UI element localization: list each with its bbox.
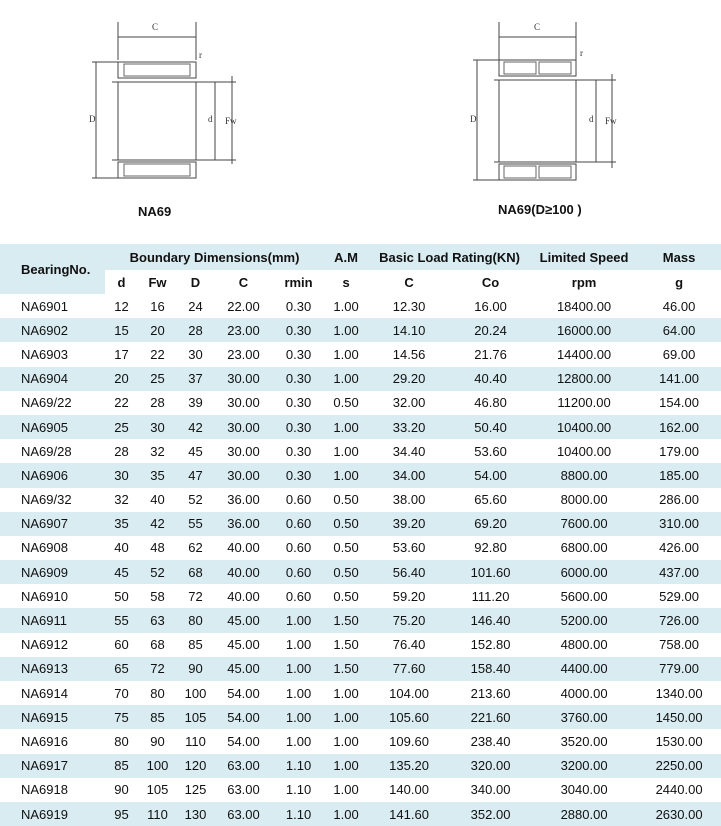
cell-c: 63.00	[214, 778, 273, 802]
cell-rmin: 1.00	[273, 608, 324, 632]
cell-bearing-no: NA6906	[0, 463, 105, 487]
cell-load-co: 20.24	[450, 318, 531, 342]
cell-load-c: 39.20	[368, 512, 450, 536]
header-basic-load-rating: Basic Load Rating(KN)	[368, 244, 531, 270]
cell-d: 28	[105, 439, 138, 463]
label-d: d	[208, 114, 213, 124]
cell-s: 0.50	[324, 536, 368, 560]
cell-rpm: 3520.00	[531, 729, 637, 753]
na69-cross-section-diagram	[0, 0, 360, 240]
label-d: d	[589, 114, 594, 124]
cell-bearing-no: NA6919	[0, 802, 105, 826]
cell-rpm: 10400.00	[531, 415, 637, 439]
table-row	[0, 584, 721, 608]
cell-s: 1.00	[324, 439, 368, 463]
cell-load-c: 141.60	[368, 802, 450, 826]
cell-fw: 90	[138, 729, 177, 753]
cell-bearing-no: NA6911	[0, 608, 105, 632]
cell-load-co: 50.40	[450, 415, 531, 439]
cell-s: 1.00	[324, 342, 368, 366]
cell-d: 85	[105, 754, 138, 778]
cell-fw: 100	[138, 754, 177, 778]
figure-caption: NA69	[138, 204, 172, 219]
cell-load-c: 76.40	[368, 633, 450, 657]
cell-rmin: 0.30	[273, 367, 324, 391]
cell-rmin: 1.00	[273, 657, 324, 681]
cell-rmin: 0.60	[273, 560, 324, 584]
cell-c: 30.00	[214, 415, 273, 439]
cell-bearing-no: NA6901	[0, 294, 105, 318]
cell-load-c: 34.40	[368, 439, 450, 463]
subheader-rmin: rmin	[273, 270, 324, 294]
cell-rmin: 0.60	[273, 512, 324, 536]
cell-fw: 80	[138, 681, 177, 705]
cell-fw: 22	[138, 342, 177, 366]
cell-c: 45.00	[214, 657, 273, 681]
table-row	[0, 608, 721, 632]
cell-D: 85	[177, 633, 214, 657]
cell-fw: 32	[138, 439, 177, 463]
cell-mass: 726.00	[637, 608, 721, 632]
cell-load-co: 46.80	[450, 391, 531, 415]
subheader-load-c: C	[368, 270, 450, 294]
cell-load-c: 14.56	[368, 342, 450, 366]
cell-rpm: 10400.00	[531, 439, 637, 463]
cell-d: 50	[105, 584, 138, 608]
cell-D: 52	[177, 488, 214, 512]
cell-load-c: 135.20	[368, 754, 450, 778]
cell-bearing-no: NA6902	[0, 318, 105, 342]
cell-s: 1.50	[324, 633, 368, 657]
table-row	[0, 391, 721, 415]
cell-s: 1.00	[324, 318, 368, 342]
cell-fw: 52	[138, 560, 177, 584]
cell-load-co: 101.60	[450, 560, 531, 584]
cell-load-c: 38.00	[368, 488, 450, 512]
cell-s: 1.00	[324, 705, 368, 729]
cell-d: 17	[105, 342, 138, 366]
subheader-c: C	[214, 270, 273, 294]
cell-s: 0.50	[324, 391, 368, 415]
cell-load-co: 221.60	[450, 705, 531, 729]
cell-s: 1.50	[324, 657, 368, 681]
cell-rpm: 11200.00	[531, 391, 637, 415]
cell-s: 1.00	[324, 463, 368, 487]
cell-bearing-no: NA69/28	[0, 439, 105, 463]
cell-rmin: 0.60	[273, 584, 324, 608]
cell-rmin: 1.10	[273, 754, 324, 778]
cell-rpm: 4800.00	[531, 633, 637, 657]
cell-bearing-no: NA6918	[0, 778, 105, 802]
subheader-load-co: Co	[450, 270, 531, 294]
label-c: C	[152, 22, 159, 32]
cell-bearing-no: NA69/32	[0, 488, 105, 512]
table-row	[0, 439, 721, 463]
cell-fw: 105	[138, 778, 177, 802]
table-row	[0, 754, 721, 778]
cell-bearing-no: NA6908	[0, 536, 105, 560]
table-row	[0, 657, 721, 681]
cell-d: 25	[105, 415, 138, 439]
cell-load-co: 21.76	[450, 342, 531, 366]
cell-load-c: 29.20	[368, 367, 450, 391]
cell-load-co: 69.20	[450, 512, 531, 536]
header-boundary-dimensions: Boundary Dimensions(mm)	[105, 244, 324, 270]
cell-rpm: 6800.00	[531, 536, 637, 560]
label-c: C	[534, 22, 541, 32]
cell-c: 30.00	[214, 439, 273, 463]
cell-mass: 2630.00	[637, 802, 721, 826]
cell-load-co: 213.60	[450, 681, 531, 705]
cell-s: 0.50	[324, 584, 368, 608]
cell-rpm: 4400.00	[531, 657, 637, 681]
cell-load-co: 92.80	[450, 536, 531, 560]
cell-fw: 30	[138, 415, 177, 439]
cell-bearing-no: NA6909	[0, 560, 105, 584]
label-fw: Fw	[225, 116, 237, 126]
cell-mass: 2250.00	[637, 754, 721, 778]
cell-d: 60	[105, 633, 138, 657]
cell-bearing-no: NA6905	[0, 415, 105, 439]
cell-mass: 310.00	[637, 512, 721, 536]
cell-rpm: 18400.00	[531, 294, 637, 318]
table-row	[0, 705, 721, 729]
bearing-drawing-na69	[0, 0, 360, 240]
cell-s: 1.00	[324, 802, 368, 826]
figure-caption: NA69(D≥100 )	[498, 202, 582, 217]
cell-rmin: 1.10	[273, 802, 324, 826]
cell-D: 42	[177, 415, 214, 439]
cell-c: 23.00	[214, 318, 273, 342]
cell-mass: 1450.00	[637, 705, 721, 729]
cell-d: 35	[105, 512, 138, 536]
cell-mass: 185.00	[637, 463, 721, 487]
cell-mass: 426.00	[637, 536, 721, 560]
cell-rpm: 6000.00	[531, 560, 637, 584]
cell-D: 47	[177, 463, 214, 487]
label-D: D	[89, 114, 96, 124]
table-row	[0, 488, 721, 512]
cell-fw: 20	[138, 318, 177, 342]
cell-load-co: 53.60	[450, 439, 531, 463]
cell-mass: 286.00	[637, 488, 721, 512]
cell-mass: 141.00	[637, 367, 721, 391]
table-header-group-row	[0, 244, 721, 270]
cell-rmin: 0.30	[273, 318, 324, 342]
cell-c: 30.00	[214, 367, 273, 391]
cell-load-co: 40.40	[450, 367, 531, 391]
cell-load-co: 146.40	[450, 608, 531, 632]
cell-mass: 69.00	[637, 342, 721, 366]
cell-D: 72	[177, 584, 214, 608]
cell-d: 22	[105, 391, 138, 415]
cell-d: 40	[105, 536, 138, 560]
cell-mass: 162.00	[637, 415, 721, 439]
cell-D: 39	[177, 391, 214, 415]
cell-fw: 42	[138, 512, 177, 536]
table-row	[0, 512, 721, 536]
cell-D: 55	[177, 512, 214, 536]
cell-bearing-no: NA6915	[0, 705, 105, 729]
cell-D: 24	[177, 294, 214, 318]
table-row	[0, 536, 721, 560]
cell-rpm: 3040.00	[531, 778, 637, 802]
header-mass: Mass	[637, 244, 721, 270]
cell-load-c: 33.20	[368, 415, 450, 439]
cell-load-co: 340.00	[450, 778, 531, 802]
cell-mass: 46.00	[637, 294, 721, 318]
table-row	[0, 560, 721, 584]
cell-rpm: 5200.00	[531, 608, 637, 632]
table-row	[0, 463, 721, 487]
table-row	[0, 318, 721, 342]
cell-load-co: 152.80	[450, 633, 531, 657]
cell-rmin: 0.30	[273, 415, 324, 439]
cell-s: 1.00	[324, 729, 368, 753]
cell-bearing-no: NA6916	[0, 729, 105, 753]
cell-D: 100	[177, 681, 214, 705]
cell-c: 54.00	[214, 729, 273, 753]
cell-mass: 179.00	[637, 439, 721, 463]
bearing-spec-table	[0, 244, 721, 826]
cell-rpm: 4000.00	[531, 681, 637, 705]
table-row	[0, 367, 721, 391]
cell-fw: 85	[138, 705, 177, 729]
cell-mass: 1530.00	[637, 729, 721, 753]
cell-s: 0.50	[324, 512, 368, 536]
header-am: A.M	[324, 244, 368, 270]
subheader-g: g	[637, 270, 721, 294]
cell-load-c: 12.30	[368, 294, 450, 318]
cell-rmin: 0.30	[273, 439, 324, 463]
cell-rmin: 0.60	[273, 536, 324, 560]
table-row	[0, 778, 721, 802]
subheader-d: d	[105, 270, 138, 294]
cell-s: 0.50	[324, 488, 368, 512]
cell-bearing-no: NA6917	[0, 754, 105, 778]
cell-s: 1.00	[324, 367, 368, 391]
cell-bearing-no: NA6904	[0, 367, 105, 391]
cell-c: 54.00	[214, 681, 273, 705]
cell-load-c: 14.10	[368, 318, 450, 342]
cell-rpm: 3760.00	[531, 705, 637, 729]
cell-d: 70	[105, 681, 138, 705]
cell-D: 45	[177, 439, 214, 463]
cell-d: 95	[105, 802, 138, 826]
cell-load-co: 352.00	[450, 802, 531, 826]
cell-bearing-no: NA6913	[0, 657, 105, 681]
cell-d: 75	[105, 705, 138, 729]
cell-s: 0.50	[324, 560, 368, 584]
cell-load-c: 75.20	[368, 608, 450, 632]
cell-s: 1.50	[324, 608, 368, 632]
label-D: D	[470, 114, 477, 124]
cell-d: 90	[105, 778, 138, 802]
cell-D: 28	[177, 318, 214, 342]
cell-fw: 28	[138, 391, 177, 415]
cell-c: 36.00	[214, 488, 273, 512]
cell-fw: 110	[138, 802, 177, 826]
label-r: r	[580, 48, 583, 58]
cell-s: 1.00	[324, 778, 368, 802]
cell-c: 63.00	[214, 802, 273, 826]
header-limited-speed: Limited Speed	[531, 244, 637, 270]
table-row	[0, 633, 721, 657]
cell-load-co: 111.20	[450, 584, 531, 608]
cell-load-c: 104.00	[368, 681, 450, 705]
cell-rmin: 0.30	[273, 294, 324, 318]
bearing-drawing-na69-large	[360, 0, 721, 240]
cell-D: 68	[177, 560, 214, 584]
cell-d: 30	[105, 463, 138, 487]
cell-s: 1.00	[324, 754, 368, 778]
cell-rpm: 7600.00	[531, 512, 637, 536]
cell-load-co: 158.40	[450, 657, 531, 681]
cell-fw: 25	[138, 367, 177, 391]
cell-D: 130	[177, 802, 214, 826]
cell-c: 22.00	[214, 294, 273, 318]
table-row	[0, 802, 721, 826]
cell-load-co: 54.00	[450, 463, 531, 487]
table-row	[0, 294, 721, 318]
cell-D: 90	[177, 657, 214, 681]
cell-D: 30	[177, 342, 214, 366]
cell-load-co: 320.00	[450, 754, 531, 778]
cell-rmin: 1.00	[273, 729, 324, 753]
cell-rpm: 14400.00	[531, 342, 637, 366]
cell-c: 23.00	[214, 342, 273, 366]
cell-fw: 35	[138, 463, 177, 487]
table-row	[0, 342, 721, 366]
cell-mass: 758.00	[637, 633, 721, 657]
cell-rmin: 0.30	[273, 391, 324, 415]
cell-mass: 529.00	[637, 584, 721, 608]
cell-c: 40.00	[214, 584, 273, 608]
cell-rpm: 12800.00	[531, 367, 637, 391]
cell-bearing-no: NA6903	[0, 342, 105, 366]
cell-D: 37	[177, 367, 214, 391]
cell-d: 12	[105, 294, 138, 318]
cell-load-c: 56.40	[368, 560, 450, 584]
cell-rmin: 0.30	[273, 463, 324, 487]
cell-fw: 72	[138, 657, 177, 681]
cell-rpm: 3200.00	[531, 754, 637, 778]
cell-bearing-no: NA6910	[0, 584, 105, 608]
cell-c: 45.00	[214, 608, 273, 632]
label-fw: Fw	[605, 116, 617, 126]
cell-load-c: 105.60	[368, 705, 450, 729]
cell-mass: 154.00	[637, 391, 721, 415]
cell-rpm: 2880.00	[531, 802, 637, 826]
cell-bearing-no: NA69/22	[0, 391, 105, 415]
cell-s: 1.00	[324, 294, 368, 318]
cell-load-co: 238.40	[450, 729, 531, 753]
cell-fw: 48	[138, 536, 177, 560]
cell-c: 63.00	[214, 754, 273, 778]
cell-c: 40.00	[214, 560, 273, 584]
cell-bearing-no: NA6912	[0, 633, 105, 657]
cell-fw: 58	[138, 584, 177, 608]
cell-D: 105	[177, 705, 214, 729]
cell-load-c: 140.00	[368, 778, 450, 802]
cell-fw: 63	[138, 608, 177, 632]
cell-d: 20	[105, 367, 138, 391]
cell-load-c: 59.20	[368, 584, 450, 608]
subheader-fw: Fw	[138, 270, 177, 294]
cell-d: 65	[105, 657, 138, 681]
cell-rmin: 0.30	[273, 342, 324, 366]
table-row	[0, 729, 721, 753]
cell-c: 36.00	[214, 512, 273, 536]
cell-load-co: 65.60	[450, 488, 531, 512]
subheader-s: s	[324, 270, 368, 294]
cell-D: 110	[177, 729, 214, 753]
cell-d: 45	[105, 560, 138, 584]
cell-d: 55	[105, 608, 138, 632]
cell-rmin: 1.00	[273, 681, 324, 705]
cell-c: 30.00	[214, 463, 273, 487]
cell-mass: 2440.00	[637, 778, 721, 802]
cell-D: 125	[177, 778, 214, 802]
cell-load-c: 32.00	[368, 391, 450, 415]
cell-D: 120	[177, 754, 214, 778]
cell-load-c: 77.60	[368, 657, 450, 681]
cell-fw: 68	[138, 633, 177, 657]
subheader-rpm: rpm	[531, 270, 637, 294]
cell-mass: 64.00	[637, 318, 721, 342]
cell-s: 1.00	[324, 415, 368, 439]
cell-D: 80	[177, 608, 214, 632]
cell-mass: 437.00	[637, 560, 721, 584]
cell-load-c: 34.00	[368, 463, 450, 487]
cell-c: 54.00	[214, 705, 273, 729]
cell-load-co: 16.00	[450, 294, 531, 318]
cell-fw: 40	[138, 488, 177, 512]
cell-rpm: 8800.00	[531, 463, 637, 487]
table-row	[0, 681, 721, 705]
cell-load-c: 109.60	[368, 729, 450, 753]
table-row	[0, 415, 721, 439]
cell-d: 32	[105, 488, 138, 512]
cell-rmin: 1.00	[273, 705, 324, 729]
table-subheader-row	[0, 270, 721, 294]
cell-bearing-no: NA6914	[0, 681, 105, 705]
label-r: r	[199, 50, 202, 60]
cell-fw: 16	[138, 294, 177, 318]
cell-mass: 1340.00	[637, 681, 721, 705]
cell-rpm: 8000.00	[531, 488, 637, 512]
cell-c: 45.00	[214, 633, 273, 657]
header-bearing-no: BearingNo.	[0, 244, 105, 294]
cell-rpm: 5600.00	[531, 584, 637, 608]
cell-c: 30.00	[214, 391, 273, 415]
cell-rmin: 0.60	[273, 488, 324, 512]
cell-rmin: 1.10	[273, 778, 324, 802]
cell-mass: 779.00	[637, 657, 721, 681]
cell-s: 1.00	[324, 681, 368, 705]
cell-d: 15	[105, 318, 138, 342]
cell-D: 62	[177, 536, 214, 560]
cell-rmin: 1.00	[273, 633, 324, 657]
cell-c: 40.00	[214, 536, 273, 560]
cell-d: 80	[105, 729, 138, 753]
cell-load-c: 53.60	[368, 536, 450, 560]
subheader-D: D	[177, 270, 214, 294]
cell-rpm: 16000.00	[531, 318, 637, 342]
cell-bearing-no: NA6907	[0, 512, 105, 536]
